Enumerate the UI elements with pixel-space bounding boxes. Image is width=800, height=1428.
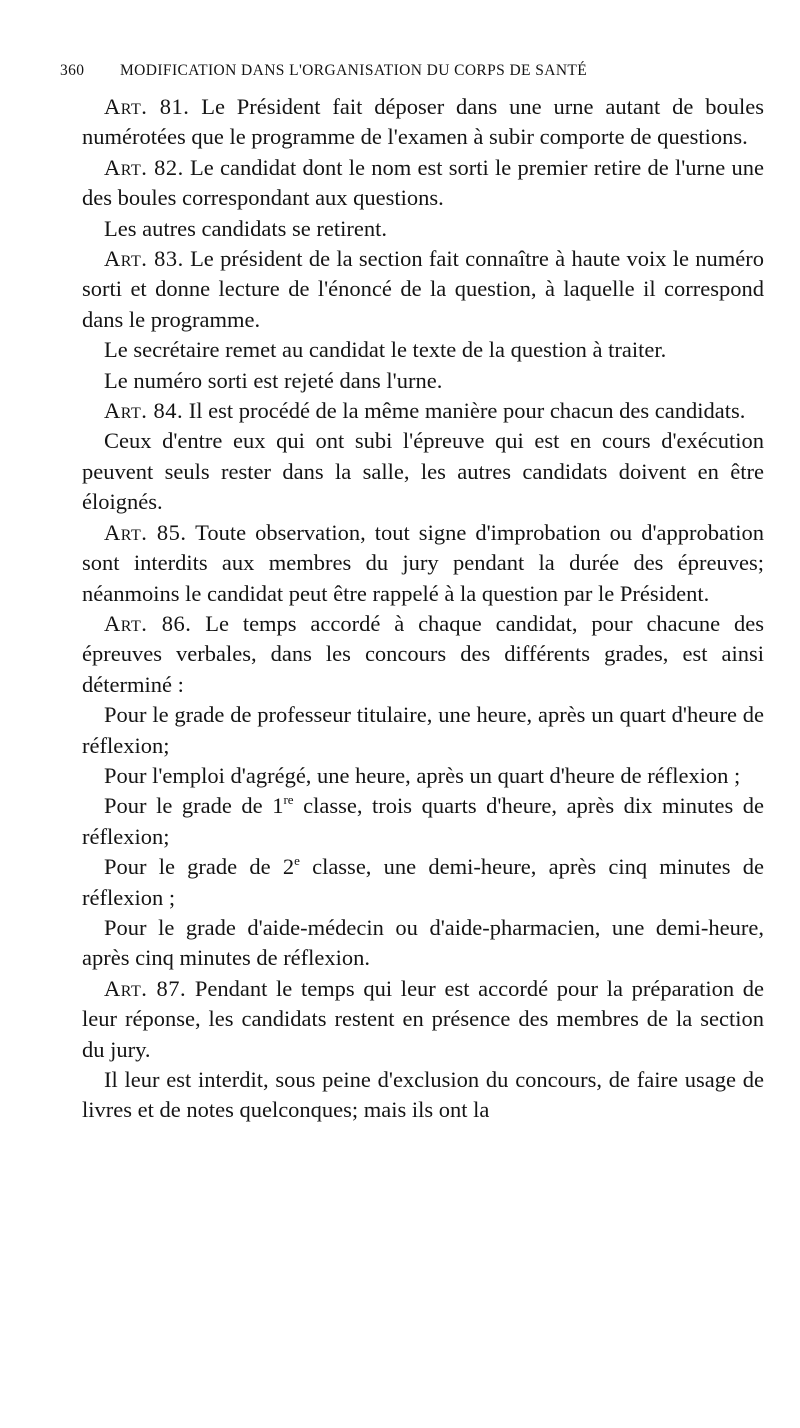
article-label: Art. 86. [104,610,192,636]
article-label: Art. 84. [104,398,184,424]
body-text [82,92,764,1126]
paragraph [82,913,764,974]
paragraph-text-start: Pour le grade de 1 [104,793,284,819]
paragraph [82,214,764,244]
ordinal-superscript: re [283,792,294,808]
article-label: Art. 81. [104,94,190,119]
paragraph-text: Le temps accordé à chaque candidat, pour chacune des épreuves verbales, dans les concours des différents grades, est ainsi déterminé : [82,610,765,697]
article-label: Art. 85. [104,519,187,545]
running-title: MODIFICATION DANS L'ORGANISATION DU CORPS DE SANTÉ [120,62,588,79]
paragraph [82,791,764,852]
paragraph [82,366,764,396]
ordinal-superscript: e [294,853,300,869]
paragraph-text: Les autres candidats se retirent. [104,215,388,241]
paragraph-art-86 [82,609,764,700]
paragraph [82,335,764,365]
paragraph-text: Pour le grade de professeur titulaire, une heure, après un quart d'heure de réflexion; [82,702,764,758]
paragraph-art-84 [82,396,764,426]
paragraph [82,426,764,517]
paragraph-text: Le président de la section fait connaître à haute voix le numéro sorti et donne lecture de l'énoncé de la question, à laquelle il correspond dans le programme. [82,246,765,332]
paragraph-art-85 [82,518,764,609]
paragraph-text: Le numéro sorti est rejeté dans l'urne. [104,367,443,393]
paragraph [82,1065,764,1126]
paragraph-art-87 [82,974,764,1065]
paragraph-text: Le candidat dont le nom est sorti le premier retire de l'urne une des boules correspondant aux questions. [82,154,764,211]
running-head [60,62,740,80]
paragraph-text: Toute observation, tout signe d'improbation ou d'approbation sont interdits aux membres du jury pendant la durée des épreuves; néanmoins le candidat peut être rappelé à la question par le Président. [82,519,764,606]
page-number: 360 [60,62,85,79]
paragraph-text: Pendant le temps qui leur est accordé pour la préparation de leur réponse, les candidats restent en présence des membres de la section du jury. [82,975,764,1062]
paragraph-text: Le Président fait déposer dans une urne autant de boules numérotées que le programme de l'examen à subir comporte de questions. [82,94,764,150]
paragraph-text-end: classe, une demi-heure, après cinq minutes de réflexion ; [82,854,764,910]
paragraph-text: Pour l'emploi d'agrégé, une heure, après un quart d'heure de réflexion ; [104,762,741,788]
paragraph-art-82 [82,153,764,214]
paragraph-text: Pour le grade d'aide-médecin ou d'aide-pharmacien, une demi-heure, après cinq minutes de réflexion. [82,914,764,971]
paragraph-art-81 [82,92,764,153]
paragraph [82,761,764,791]
paragraph-text: Le secrétaire remet au candidat le texte de la question à traiter. [104,337,667,363]
paragraph-text-start: Pour le grade de 2 [104,854,295,880]
paragraph-text: Il est procédé de la même manière pour chacun des candidats. [183,398,746,424]
paragraph-text: Ceux d'entre eux qui ont subi l'épreuve qui est en cours d'exécution peuvent seuls rester dans la salle, les autres candidats doivent en être éloignés. [82,428,764,515]
paragraph [82,700,764,761]
paragraph-art-83 [82,244,764,335]
article-label: Art. 82. [104,154,184,180]
paragraph-text: Il leur est interdit, sous peine d'exclusion du concours, de faire usage de livres et de notes quelconques; mais ils ont la [82,1067,764,1123]
paragraph-text-end: classe, trois quarts d'heure, après dix minutes de réflexion; [82,793,764,849]
article-label: Art. 83. [104,246,184,272]
article-label: Art. 87. [104,975,187,1001]
paragraph [82,852,764,913]
